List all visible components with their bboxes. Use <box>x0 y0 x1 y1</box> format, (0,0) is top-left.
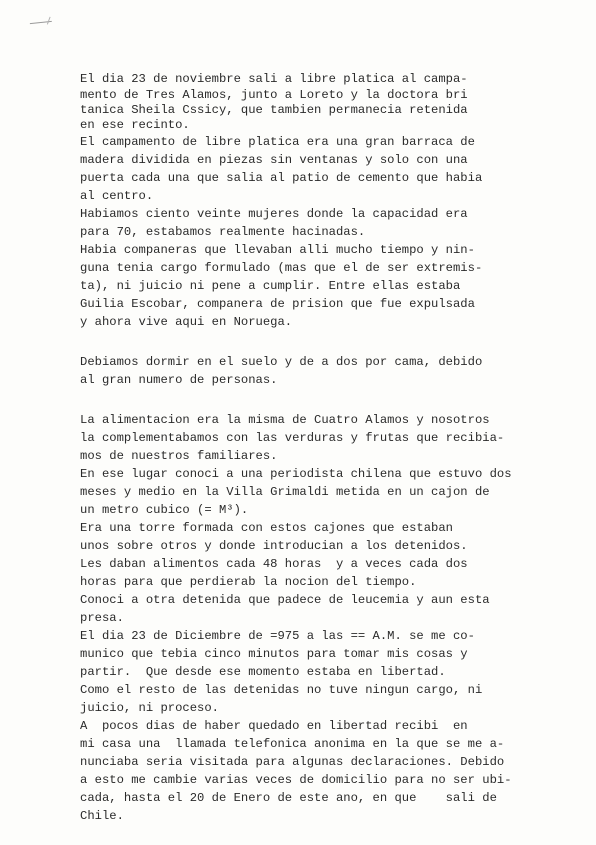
text-line: meses y medio en la Villa Grimaldi metida en un cajon de <box>80 485 490 499</box>
text-line: mi casa una llamada telefonica anonima en la que se me a- <box>80 737 505 751</box>
text-line: para 70, estabamos realmente hacinadas. <box>80 225 366 239</box>
text-line: a esto me cambie varias veces de domicilio para no ser ubi- <box>80 773 512 787</box>
text-line: al gran numero de personas. <box>80 373 278 387</box>
text-line: mos de nuestros familiares. <box>80 449 278 463</box>
text-line: A pocos dias de haber quedado en libertad recibi en <box>80 719 468 733</box>
text-line: munico que tebia cinco minutos para tomar mis cosas y <box>80 647 468 661</box>
text-line: madera dividida en piezas sin ventanas y solo con una <box>80 153 468 167</box>
text-line: ta), ni juicio ni pene a cumplir. Entre ellas estaba <box>80 279 461 293</box>
text-line: horas para que perdierab la nocion del tiempo. <box>80 575 417 589</box>
text-line: puerta cada una que salia al patio de cemento que habia <box>80 171 483 185</box>
paragraph-gap <box>80 331 550 353</box>
text-line: partir. Que desde ese momento estaba en libertad. <box>80 665 446 679</box>
text-line: Como el resto de las detenidas no tuve ningun cargo, ni <box>80 683 483 697</box>
text-line: Habia companeras que llevaban alli mucho tiempo y nin- <box>80 243 475 257</box>
text-line: juicio, ni proceso. <box>80 701 219 715</box>
text-line: El dia 23 de Diciembre de =975 a las == A.M. se me co- <box>80 629 475 643</box>
text-line: Debiamos dormir en el suelo y de a dos por cama, debido <box>80 355 483 369</box>
text-line: un metro cubico (= M³). <box>80 503 249 517</box>
text-line: El campamento de libre platica era una gran barraca de <box>80 135 475 149</box>
document-body <box>80 70 550 825</box>
text-line: presa. <box>80 611 124 625</box>
text-line: Conoci a otra detenida que padece de leucemia y aun esta <box>80 593 490 607</box>
text-line: El dia 23 de noviembre sali a libre platica al campa- <box>80 72 468 86</box>
text-line: Habiamos ciento veinte mujeres donde la capacidad era <box>80 207 468 221</box>
text-line: guna tenia cargo formulado (mas que el de ser extremis- <box>80 261 483 275</box>
text-line: cada, hasta el 20 de Enero de este ano, en que sali de <box>80 791 497 805</box>
text-line: Guilia Escobar, companera de prision que fue expulsada <box>80 297 475 311</box>
text-line: En ese lugar conoci a una periodista chilena que estuvo dos <box>80 467 512 481</box>
text-line: unos sobre otros y donde introducian a los detenidos. <box>80 539 468 553</box>
text-line: en ese recinto. <box>80 118 190 132</box>
text-line: Les daban alimentos cada 48 horas y a veces cada dos <box>80 557 468 571</box>
text-line: tanica Sheila Cssicy, que tambien permanecia retenida <box>80 103 468 117</box>
text-line: y ahora vive aqui en Noruega. <box>80 315 293 329</box>
corner-scribble-mark-2 <box>47 17 58 28</box>
text-line: nunciaba seria visitada para algunas declaraciones. Debido <box>80 755 505 769</box>
text-line: al centro. <box>80 189 154 203</box>
text-line: la complementabamos con las verduras y frutas que recibia- <box>80 431 505 445</box>
paragraph-gap <box>80 389 550 411</box>
text-line: Era una torre formada con estos cajones que estaban <box>80 521 453 535</box>
text-line: mento de Tres Alamos, junto a Loreto y la doctora bri <box>80 88 468 102</box>
text-line: Chile. <box>80 809 124 823</box>
text-line: La alimentacion era la misma de Cuatro Alamos y nosotros <box>80 413 490 427</box>
